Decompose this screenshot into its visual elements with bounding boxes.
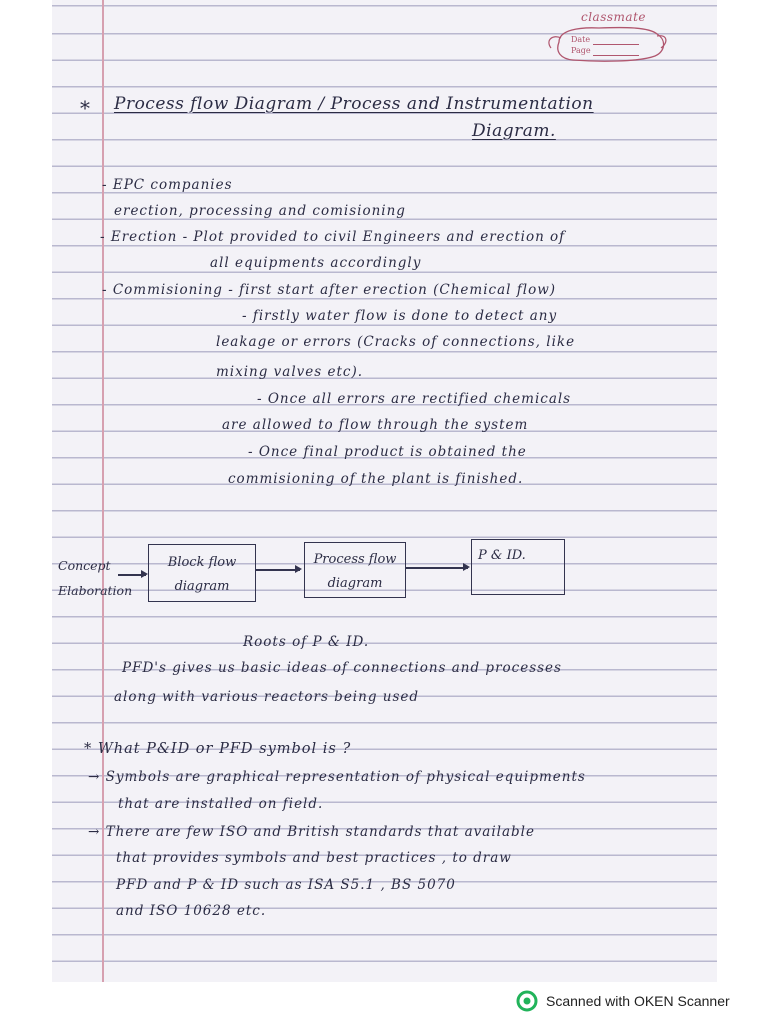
roots-line: along with various reactors being used bbox=[114, 689, 420, 705]
note-line: commisioning of the plant is finished. bbox=[228, 471, 524, 487]
flow-arrow-in bbox=[118, 574, 146, 576]
symbols-line: that are installed on field. bbox=[118, 796, 324, 812]
logo-page-label: Page bbox=[571, 46, 591, 55]
flow-arrow-1 bbox=[256, 569, 300, 571]
box2-line2: diagram bbox=[327, 576, 383, 591]
footer-text: Scanned with OKEN Scanner bbox=[546, 993, 730, 1009]
note-line: - firstly water flow is done to detect any bbox=[242, 308, 558, 324]
process-flow-diagram-box bbox=[304, 542, 406, 598]
symbols-heading: * What P&ID or PFD symbol is ? bbox=[84, 741, 352, 757]
roots-heading: Roots of P & ID. bbox=[243, 634, 370, 650]
note-line: leakage or errors (Cracks of connections, like bbox=[216, 334, 576, 350]
classmate-logo bbox=[539, 8, 674, 68]
note-line: - Erection - Plot provided to civil Engineers and erection of bbox=[100, 229, 566, 245]
title-star: * bbox=[80, 96, 91, 120]
symbols-line: → Symbols are graphical representation of physical equipments bbox=[88, 769, 586, 785]
pid-box bbox=[471, 539, 565, 595]
block-flow-diagram-box bbox=[148, 544, 256, 602]
roots-line: PFD's gives us basic ideas of connections and processes bbox=[122, 660, 562, 676]
note-line: all equipments accordingly bbox=[210, 255, 422, 271]
scanner-footer bbox=[516, 990, 730, 1012]
title-line2: Diagram. bbox=[472, 121, 556, 141]
logo-brand: classmate bbox=[581, 10, 646, 24]
note-line: - Once final product is obtained the bbox=[248, 444, 527, 460]
symbols-line: that provides symbols and best practices , to draw bbox=[116, 850, 512, 866]
flow-elaboration-label: Elaboration bbox=[58, 583, 133, 598]
symbols-line: PFD and P & ID such as ISA S5.1 , BS 5070 bbox=[116, 877, 456, 893]
flow-arrow-2 bbox=[406, 567, 468, 569]
box1-line1: Block flow bbox=[167, 555, 237, 570]
note-line: mixing valves etc). bbox=[216, 364, 364, 380]
notebook-page bbox=[52, 0, 717, 982]
note-line: - EPC companies bbox=[102, 177, 233, 193]
box1-line2: diagram bbox=[174, 579, 230, 594]
note-line: erection, processing and comisioning bbox=[114, 203, 406, 219]
symbols-line: → There are few ISO and British standards that available bbox=[88, 824, 535, 840]
note-line: are allowed to flow through the system bbox=[222, 417, 529, 433]
symbols-line: and ISO 10628 etc. bbox=[116, 903, 267, 919]
box3-label: P & ID. bbox=[478, 548, 526, 563]
box2-line1: Process flow bbox=[313, 552, 397, 567]
title-line1: Process flow Diagram / Process and Instrumentation bbox=[114, 94, 594, 114]
note-line: - Commisioning - first start after erection (Chemical flow) bbox=[102, 282, 557, 298]
logo-page-line bbox=[593, 55, 639, 56]
flow-concept-label: Concept bbox=[58, 558, 111, 573]
logo-date-line bbox=[593, 44, 639, 45]
oken-scanner-icon bbox=[516, 990, 538, 1012]
note-line: - Once all errors are rectified chemicals bbox=[257, 391, 572, 407]
logo-date-label: Date bbox=[571, 35, 591, 44]
